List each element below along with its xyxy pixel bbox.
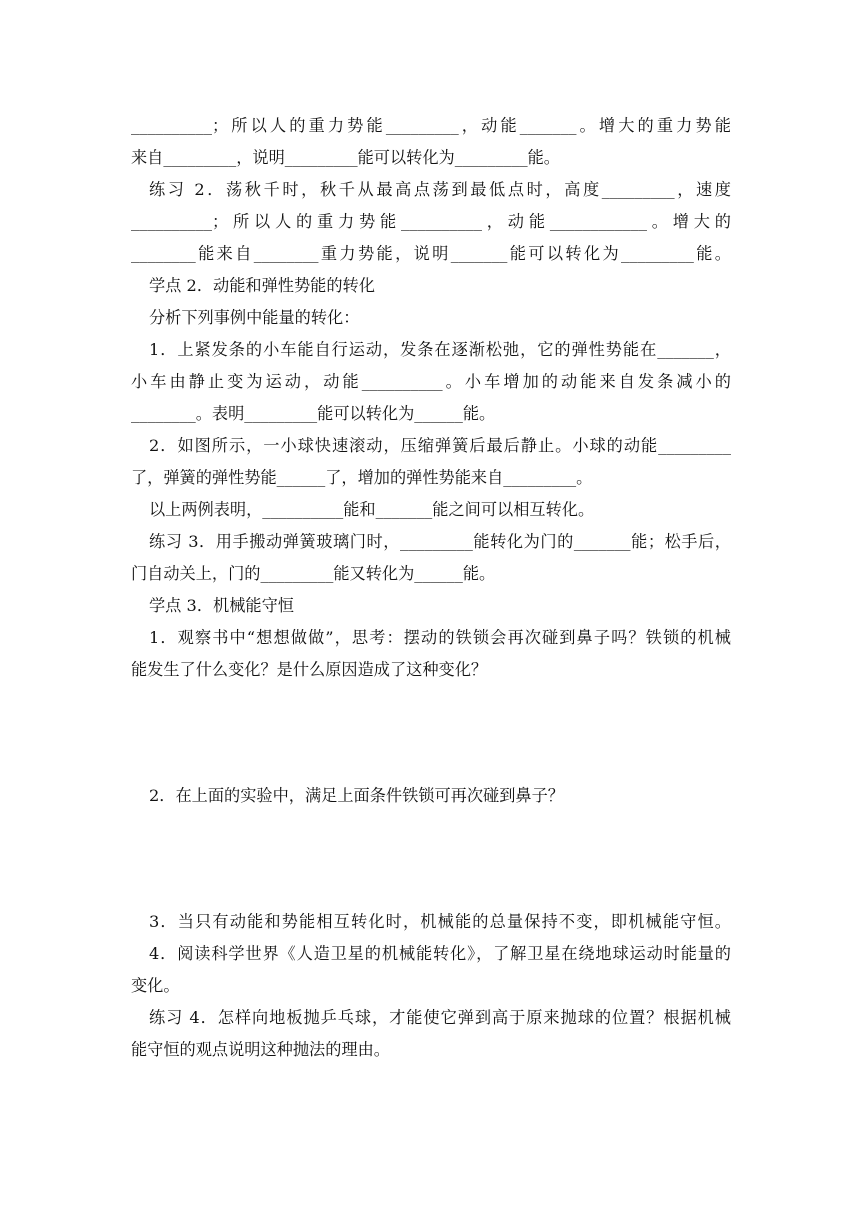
text-line: __________；所以人的重力势能__________，动能____________。增大的 bbox=[131, 212, 731, 231]
exercise-4-line: 练习 4．怎样向地板抛乒乓球，才能使它弹到高于原来抛球的位置？根据机械 bbox=[149, 1008, 731, 1027]
text-line: 小车由静止变为运动，动能__________。小车增加的动能来自发条减小的 bbox=[131, 372, 731, 391]
section-heading-2: 学点 2．动能和弹性势能的转化 bbox=[149, 276, 375, 295]
text-line: 能发生了什么变化？是什么原因造成了这种变化？ bbox=[131, 660, 488, 679]
exercise-3-line: 练习 3．用手搬动弹簧玻璃门时，_________能转化为门的_______能；松手后， bbox=[149, 532, 731, 551]
summary-line: 以上两例表明，__________能和_______能之间可以相互转化。 bbox=[149, 500, 595, 519]
text-line: ________。表明_________能可以转化为______能。 bbox=[131, 404, 496, 423]
text-line: 变化。 bbox=[131, 976, 180, 995]
text-line: 能守恒的观点说明这种抛法的理由。 bbox=[131, 1040, 390, 1059]
question-line: 1．观察书中“想想做做”，思考：摆动的铁锁会再次碰到鼻子吗？铁锁的机械 bbox=[149, 628, 731, 647]
question-line: 1．上紧发条的小车能自行运动，发条在逐渐松弛，它的弹性势能在_______， bbox=[149, 340, 731, 359]
text-line: 门自动关上，门的_________能又转化为______能。 bbox=[131, 564, 496, 583]
statement-line: 3．当只有动能和势能相互转化时，机械能的总量保持不变，即机械能守恒。 bbox=[149, 912, 731, 931]
text-line: ________能来自________重力势能，说明_______能可以转化为_________能。 bbox=[131, 244, 731, 263]
section-heading-3: 学点 3．机械能守恒 bbox=[149, 596, 294, 615]
text-line: 来自_________，说明_________能可以转化为_________能。 bbox=[131, 148, 560, 167]
exercise-2-line: 练习 2．荡秋千时，秋千从最高点荡到最低点时，高度_________，速度 bbox=[149, 180, 731, 199]
instruction-line: 分析下列事例中能量的转化： bbox=[149, 308, 360, 327]
text-line: 了，弹簧的弹性势能______了，增加的弹性势能来自_________。 bbox=[131, 468, 593, 487]
question-line: 2．在上面的实验中，满足上面条件铁锁可再次碰到鼻子？ bbox=[149, 786, 564, 805]
question-line: 2．如图所示，一小球快速滚动，压缩弹簧后最后静止。小球的动能_________ bbox=[149, 436, 731, 455]
question-line: 4．阅读科学世界《人造卫星的机械能转化》，了解卫星在绕地球运动时能量的 bbox=[149, 944, 731, 963]
text-line: __________；所以人的重力势能_________，动能_______。增大的重力势能 bbox=[131, 116, 731, 135]
